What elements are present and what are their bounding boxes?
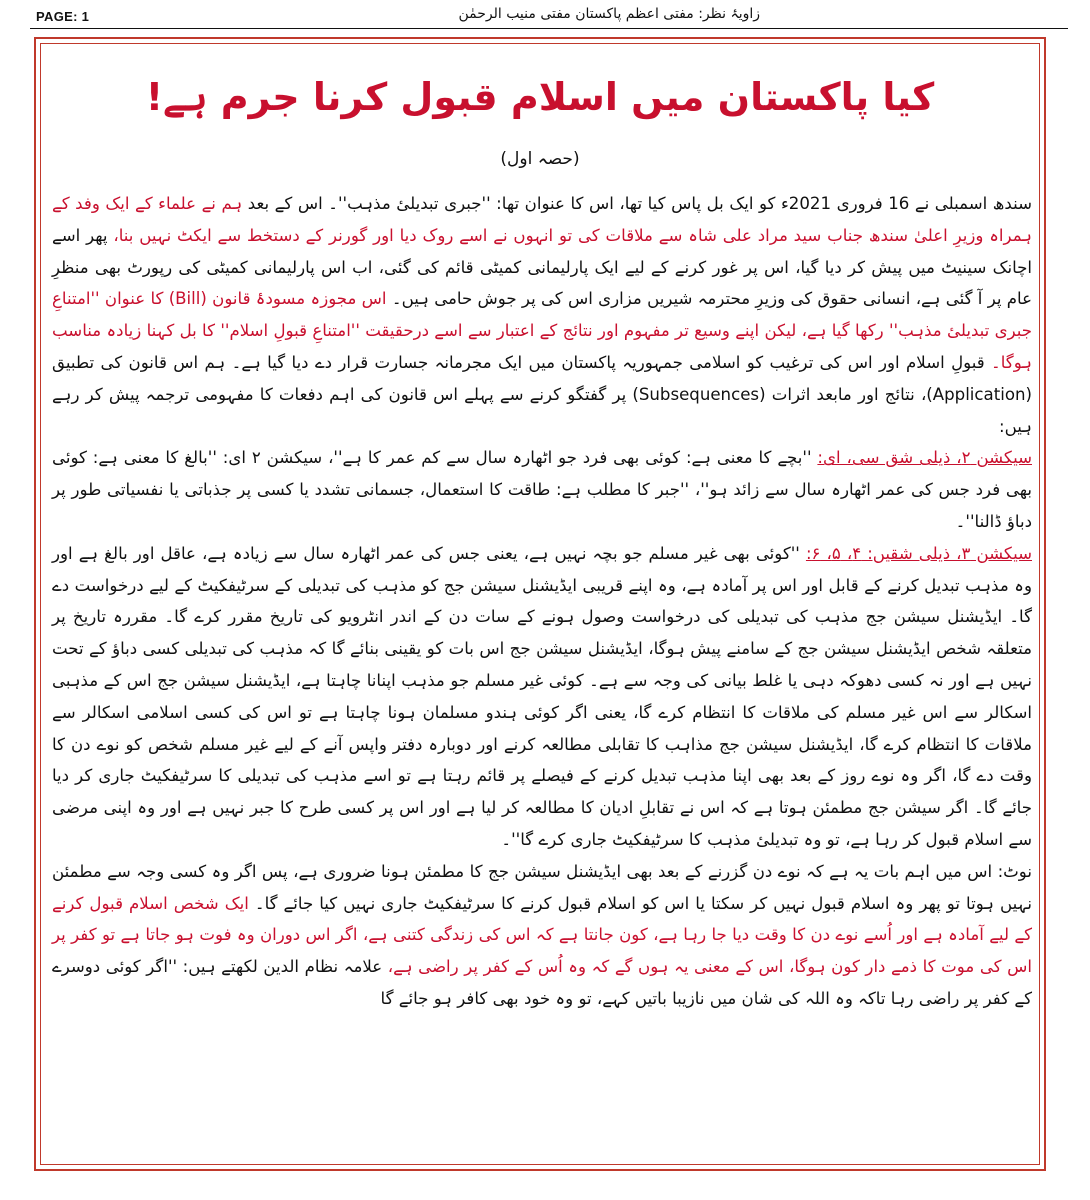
- article-title: کیا پاکستان میں اسلام قبول کرنا جرم ہے!: [145, 75, 935, 119]
- paragraph-section-2: [52, 442, 1032, 537]
- intro-highlight-delegation: ہم نے علماء کے ایک وفد کے ہمراہ وزیرِ اعلیٰ سندھ جناب سید مراد علی شاہ سے ملاقات کی تو انہوں نے اسے روک دیا اور گورنر کے دستخط سے ایکٹ نہیں بنا،: [52, 194, 1033, 245]
- paragraph-section-3: [52, 538, 1032, 856]
- note-text-c: علامہ نظام الدین لکھتے ہیں: ''اگر کوئی دوسرے کے کفر پر راضی رہا تاکہ وہ اللہ کی شان میں نازیبا باتیں کہے، تو وہ خود بھی کافر ہو جائے گا: [52, 957, 1032, 1008]
- running-header: زاویۂ نظر: مفتی اعظم پاکستان مفتی منیب الرحمٰن: [458, 6, 760, 22]
- paragraph-intro: [52, 188, 1032, 442]
- section-2-text: ''بچے کا معنی ہے: کوئی بھی فرد جو اٹھارہ سال سے کم عمر کا ہے''، سیکشن ۲ ای: ''بالغ کا معنی ہے: کوئی بھی فرد جس کی عمر اٹھارہ سال سے زائد ہو''، ''جبر کا مطلب ہے: طاقت کا استعمال، جسمانی تشدد یا کسی پر جذباتی یا نفسیاتی طور پر دباؤ ڈالنا''۔: [52, 448, 1032, 531]
- section-3-heading: سیکشن ۳، ذیلی شقیں: ۴، ۵، ۶:: [805, 543, 1032, 563]
- intro-highlight-bill-title: اس مجوزہ مسودۂ قانون (Bill) کا عنوان ''امتناعِ جبری تبدیلیٔ مذہب'' رکھا گیا ہے، لیکن اپنے وسیع تر مفہوم اور نتائج کے اعتبار سے اسے درحقیقت ''امتناعِ قبولِ اسلام'' کا بل کہنا زیادہ مناسب ہوگا۔: [52, 289, 1032, 372]
- header-rule: [30, 28, 1068, 29]
- paragraph-note: [52, 856, 1032, 1015]
- page-number-label: PAGE: 1: [36, 9, 90, 24]
- article-part-label: (حصہ اول): [500, 149, 580, 169]
- intro-text-a: سندھ اسمبلی نے 16 فروری 2021ء کو ایک بل پاس کیا تھا، اس کا عنوان تھا: ''جبری تبدیلیٔ مذہب''۔ اس کے بعد: [247, 194, 1032, 213]
- section-2-heading: سیکشن ۲، ذیلی شق سی، ای:: [817, 448, 1032, 468]
- intro-text-e: قبولِ اسلام اور اس کی ترغیب کو اسلامی جمہوریہ پاکستان میں ایک مجرمانہ جسارت قرار دے دیا گیا ہے۔ ہم اس قانون کی تطبیق (Application)، نتائج اور مابعد اثرات (Subsequences) پر گفتگو کرنے سے پہلے اس قانون کی اہم دفعات کا مفہومی ترجمہ پیش کر رہے ہیں:: [52, 352, 1032, 436]
- section-3-text: ''کوئی بھی غیر مسلم جو بچہ نہیں ہے، یعنی جس کی عمر اٹھارہ سال سے زیادہ ہے، عاقل اور بالغ ہے اور وہ مذہب تبدیل کرنے کے قابل اور اس پر آمادہ ہے، وہ اپنے قریبی ایڈیشنل سیشن جج کو مذہب کی تبدیلی کے سرٹیفکیٹ کے لیے درخواست دے گا۔ ایڈیشنل سیشن جج مذہب کی تبدیلی کی درخواست وصول ہونے کے سات دن کے اندر انٹرویو کی تاریخ مقرر کرے گا۔ مقررہ تاریخ پر متعلقہ شخص ایڈیشنل سیشن جج کے سامنے پیش ہوگا، ایڈیشنل سیشن جج اس بات کو یقینی بنائے گا کہ مذہب کی تبدیلی کسی دباؤ کے تحت نہیں ہے اور نہ کسی دھوکہ دہی یا غلط بیانی کی وجہ سے ہے۔ کوئی غیر مسلم جو مذہب اپنانا چاہتا ہے، ایڈیشنل سیشن جج اس کے مذہبی اسکالر سے اس غیر مسلم کی ملاقات کا انتظام کرے گا، یعنی اگر کوئی ہندو مسلمان ہونا چاہتا ہے تو اس کی کسی اسلامی اسکالر سے ملاقات کا انتظام کرے گا، ایڈیشنل سیشن جج مذاہب کا تقابلی مطالعہ کرنے اور دوبارہ دفتر واپس آنے کے لیے غیر مسلم شخص کو نوے دن کا وقت دے گا، اگر وہ نوے روز کے بعد بھی اپنا مذہب تبدیل کرنے کے فیصلے پر قائم رہتا ہے تو اسے مذہب کی تبدیلی کا سرٹیفکیٹ جاری کر دیا جائے گا۔ اگر سیشن جج مطمئن ہوتا ہے کہ اس نے تقابلِ ادیان کا مطالعہ کر لیا ہے اور اس پر کسی طرح کا جبر نہیں ہے اور وہ اپنی مرضی سے اسلام قبول کر رہا ہے، تو وہ تبدیلیٔ مذہب کا سرٹیفکیٹ جاری کرے گا''۔: [52, 543, 1032, 849]
- note-highlight: ایک شخص اسلام قبول کرنے کے لیے آمادہ ہے اور اُسے نوے دن کا وقت دیا جا رہا ہے، کون جانتا ہے کہ اس کی زندگی کتنی ہے، اگر اس دوران وہ فوت ہو جاتا ہے تو کفر پر اس کی موت کا ذمے دار کون ہوگا، اس کے معنی یہ ہوں گے کہ وہ اُس کے کفر پر راضی ہے،: [52, 893, 1032, 977]
- note-text-a: نوٹ: اس میں اہم بات یہ ہے کہ نوے دن گزرنے کے بعد بھی ایڈیشنل سیشن جج کا مطمئن ہونا ضروری ہے، پس اگر وہ کسی وجہ سے مطمئن نہیں ہوتا تو پھر وہ اسلام قبول نہیں کر سکتا یا اس کو اسلام قبول کرنے کا سرٹیفکیٹ جاری نہیں کیا جائے گا۔: [52, 861, 1032, 913]
- intro-text-c: پھر اسے اچانک سینیٹ میں پیش کر دیا گیا، اس پر غور کرنے کے لیے ایک پارلیمانی کمیٹی قائم کی گئی، اب اس پارلیمانی کمیٹی کی رپورٹ بھی منظرِ عام پر آ گئی ہے، انسانی حقوق کی وزیرِ محترمہ شیریں مزاری اس کی پر جوش حامی ہیں۔: [52, 225, 1033, 309]
- article-body: [52, 188, 1032, 1015]
